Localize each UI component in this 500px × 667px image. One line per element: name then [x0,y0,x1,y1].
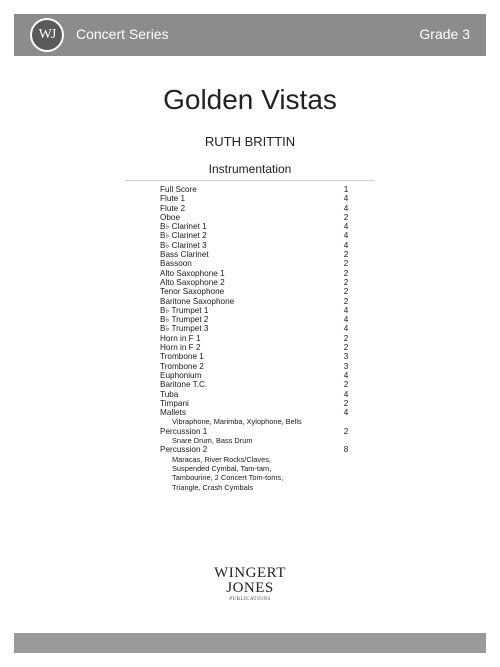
part-name: Alto Saxophone 1 [160,268,225,278]
part-row [160,259,352,268]
part-count: 4 [343,324,349,334]
part-count: 4 [343,231,349,241]
part-count: 4 [343,389,349,399]
part-count: 2 [343,212,349,222]
part-count: 3 [343,352,349,362]
part-row [160,241,352,250]
part-count: 4 [343,203,349,213]
part-name: B♭ Clarinet 3 [160,240,207,250]
instrumentation-list [160,185,352,492]
part-detail: Maracas, River Rocks/Claves, [172,454,271,464]
part-row [160,306,352,315]
part-row [160,278,352,287]
part-count: 2 [343,259,349,269]
part-row [160,362,352,371]
part-detail: Triangle, Crash Cymbals [172,482,254,492]
part-count: 4 [343,370,349,380]
part-count: 2 [343,333,349,343]
part-name: Timpani [160,398,189,408]
part-row [160,427,352,436]
part-detail: Suspended Cymbal, Tam-tam, [172,463,272,473]
part-row [160,399,352,408]
part-row [160,204,352,213]
publisher-logo [200,566,300,606]
part-name: B♭ Clarinet 1 [160,222,207,232]
part-detail: Vibraphone, Marimba, Xylophone, Bells [172,417,302,427]
part-count: 2 [343,287,349,297]
part-name: Flute 2 [160,203,186,213]
part-name: Alto Saxophone 2 [160,277,225,287]
part-count: 1 [343,185,349,194]
page-title: Golden Vistas [163,84,337,115]
part-row [160,250,352,259]
part-row [160,185,352,194]
part-detail: Tambourine, 2 Concert Tom-toms, [172,473,284,483]
part-row [160,334,352,343]
part-row [160,371,352,380]
publisher-name-line2: JONES [226,580,274,596]
part-name: Horn in F 1 [160,333,201,343]
part-row [160,408,352,417]
part-name: Oboe [160,212,181,222]
part-name: Euphonium [160,370,202,380]
part-name: Tenor Saxophone [160,287,225,297]
part-name: Bassoon [160,259,192,269]
part-count: 4 [343,240,349,250]
publisher-name-line1: WINGERT [214,565,286,581]
part-name: B♭ Trumpet 3 [160,324,209,334]
part-name: B♭ Clarinet 2 [160,231,207,241]
part-count: 4 [343,222,349,232]
part-name: B♭ Trumpet 1 [160,305,209,315]
part-name: Horn in F 2 [160,343,201,353]
part-row [160,297,352,306]
part-row [160,222,352,231]
part-name: Trombone 1 [160,352,204,362]
part-name: Percussion 2 [160,445,208,455]
part-count: 4 [343,315,349,325]
part-detail: Snare Drum, Bass Drum [172,436,253,446]
instrumentation-heading: Instrumentation [208,162,292,176]
part-count: 2 [343,398,349,408]
part-count: 4 [343,194,349,204]
grade-label: Grade 3 [419,26,470,42]
footer-bar [14,633,486,653]
wj-logo [30,18,64,52]
part-name: Trombone 2 [160,361,204,371]
part-row [160,213,352,222]
part-count: 2 [343,426,349,436]
part-row [160,380,352,389]
part-name: Flute 1 [160,194,186,204]
publisher-subtitle: PUBLICATIONS [229,597,271,602]
part-count: 2 [343,268,349,278]
part-count: 2 [343,250,349,260]
part-row [160,324,352,333]
part-name: Tuba [160,389,179,399]
part-name: Mallets [160,408,186,418]
logo-text: WJ [32,20,62,50]
part-name: B♭ Trumpet 2 [160,315,209,325]
part-name: Full Score [160,185,197,194]
part-name: Percussion 1 [160,426,208,436]
part-count: 2 [343,380,349,390]
part-row [160,194,352,203]
part-count: 8 [343,445,349,455]
part-count: 4 [343,305,349,315]
part-count: 2 [343,296,349,306]
part-count: 3 [343,361,349,371]
composer-name: RUTH BRITTIN [204,134,296,149]
series-label: Concert Series [76,26,169,42]
part-row [160,343,352,352]
part-count: 2 [343,277,349,287]
part-row [160,352,352,361]
part-name: Bass Clarinet [160,250,209,260]
header-bar [14,14,486,56]
part-row [160,445,352,454]
part-count: 4 [343,408,349,418]
part-row [160,231,352,240]
part-row [160,390,352,399]
part-name: Baritone T.C. [160,380,208,390]
part-row [160,269,352,278]
publisher-name [200,566,300,596]
part-row [160,315,352,324]
heading-divider [125,180,375,181]
part-row [160,287,352,296]
part-count: 2 [343,343,349,353]
part-name: Baritone Saxophone [160,296,235,306]
